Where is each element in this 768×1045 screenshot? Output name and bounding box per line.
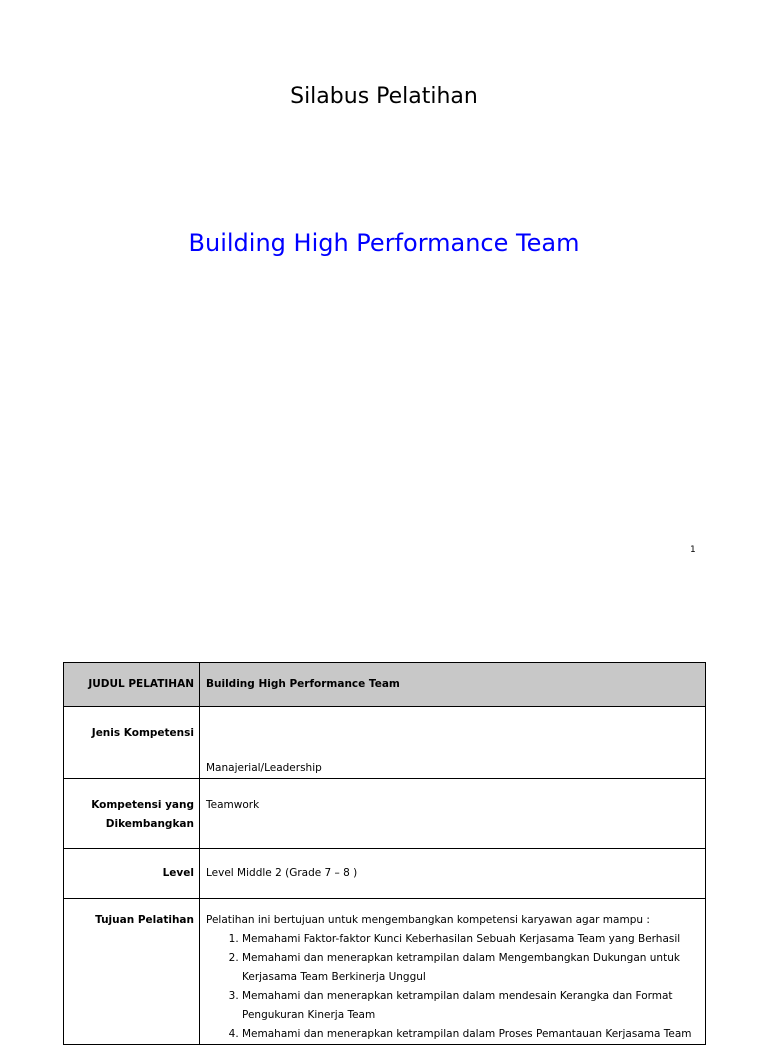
table-header-row — [64, 663, 706, 707]
kompetensi-value: Teamwork — [200, 779, 706, 849]
page-number: 1 — [690, 545, 696, 555]
kompetensi-label — [64, 779, 200, 849]
header-label: JUDUL PELATIHAN — [64, 663, 200, 707]
table-row-kompetensi — [64, 779, 706, 849]
list-item: 4. Memahami dan menerapkan ketrampilan dalam Proses Pemantauan Kerjasama Team — [242, 1025, 699, 1044]
list-item: 3. Memahami dan menerapkan ketrampilan dalam mendesain Kerangka dan Format Pengukuran Kinerja Team — [242, 987, 699, 1025]
tujuan-intro: Pelatihan ini bertujuan untuk mengembangkan kompetensi karyawan agar mampu : — [206, 914, 650, 926]
list-item: 2. Memahami dan menerapkan ketrampilan dalam Mengembangkan Dukungan untuk Kerjasama Team Berkinerja Unggul — [242, 949, 699, 987]
syllabus-table — [63, 662, 706, 1045]
table-row-level — [64, 849, 706, 899]
page-title: Silabus Pelatihan — [290, 84, 478, 109]
level-label: Level — [64, 849, 200, 899]
table-row-jenis-kompetensi — [64, 707, 706, 779]
document-title: Building High Performance Team — [188, 229, 580, 257]
level-value: Level Middle 2 (Grade 7 – 8 ) — [200, 849, 706, 899]
header-value: Building High Performance Team — [200, 663, 706, 707]
jenis-kompetensi-value: Manajerial/Leadership — [200, 707, 706, 779]
table-row-tujuan — [64, 899, 706, 1045]
list-item: 1. Memahami Faktor-faktor Kunci Keberhasilan Sebuah Kerjasama Team yang Berhasil — [242, 930, 699, 949]
tujuan-label: Tujuan Pelatihan — [64, 899, 200, 1045]
kompetensi-label-line1: Kompetensi yang — [91, 799, 194, 811]
kompetensi-label-line2: Dikembangkan — [105, 818, 194, 830]
tujuan-value — [200, 899, 706, 1045]
goal-list — [206, 930, 699, 1044]
jenis-kompetensi-label: Jenis Kompetensi — [64, 707, 200, 779]
